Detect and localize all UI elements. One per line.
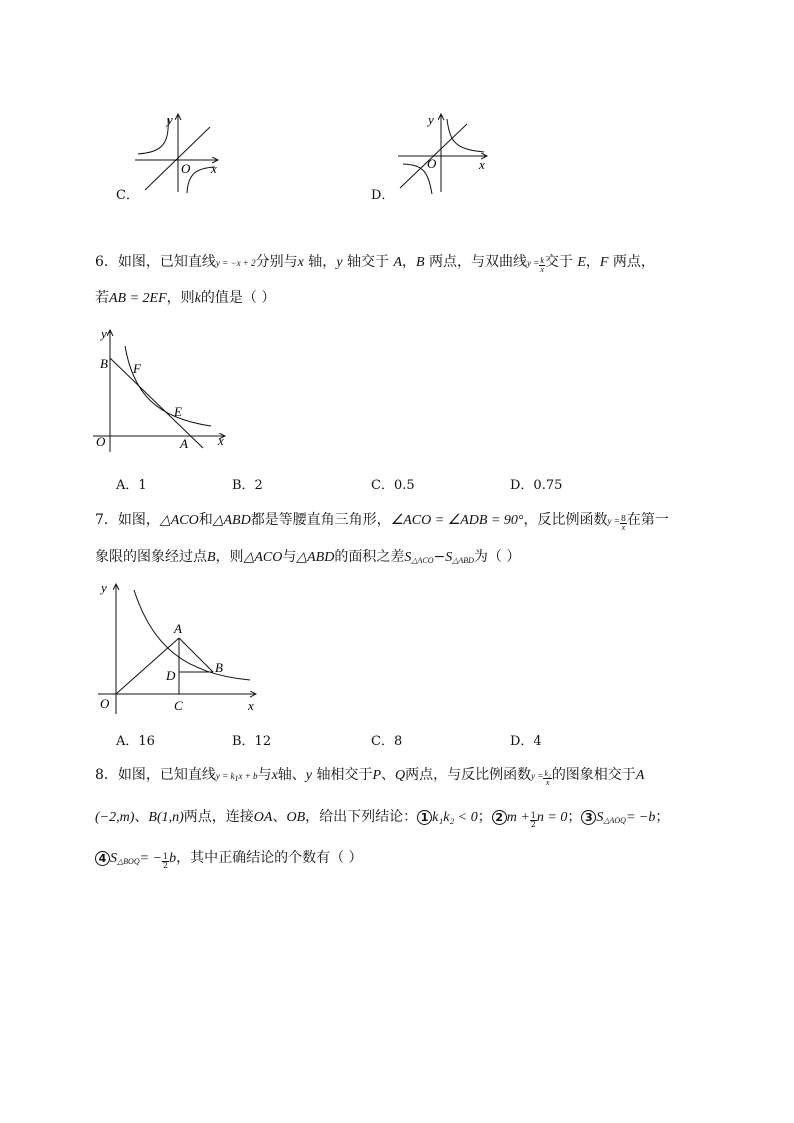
conclusion-2-marker: 2 <box>492 810 507 825</box>
q6-line1: 6．如图，已知直线y = −x + 2分别与x 轴，y 轴交于 A，B 两点，与双曲线y = $\frac{k}{x}$ 交于 E，F 两点， <box>95 254 655 274</box>
graph-c <box>135 112 218 193</box>
q8-fraction: $\frac{\text{k₂}}{x}$ <box>544 769 551 787</box>
q8-c2-fraction: $\frac{1}{2}$ <box>530 811 536 829</box>
q7-option-b: B．12 <box>232 734 272 749</box>
q6-fraction: $\frac{k}{x}$ <box>540 256 544 274</box>
q7-graph-svg <box>90 576 270 716</box>
q7-option-d: D．4 <box>510 734 542 749</box>
top-graphs-svg <box>0 0 794 210</box>
conclusion-4-marker: 4 <box>95 851 110 866</box>
q7-graph-A: A <box>174 621 182 636</box>
q7-graph-D: D <box>166 668 176 683</box>
graph-c-origin: O <box>181 161 191 176</box>
graph-c-x-label: x <box>211 161 217 176</box>
q6-option-d: D．0.75 <box>510 478 563 493</box>
q6-option-b: B．2 <box>232 478 263 493</box>
option-d-label: D． <box>371 188 395 203</box>
graph-d <box>398 112 487 194</box>
graph-d-origin: O <box>427 156 437 171</box>
q6-graph-svg <box>85 322 235 454</box>
q7-graph-x: x <box>248 698 254 713</box>
q6-graph-B: B <box>100 356 108 371</box>
q6-graph-O: O <box>96 434 106 449</box>
top-graphs-section <box>0 0 794 210</box>
q6-graph <box>85 322 235 454</box>
q6-graph-F: F <box>133 361 141 376</box>
q7-option-a: A．16 <box>116 734 155 749</box>
q8-line1: 8．如图，已知直线$y = k_1x + b$与x轴、y 轴相交于P、Q两点，与反比例函数y = $\frac{\text{k₂}}{x}$ 的图象相交于A <box>95 767 645 787</box>
q6-option-a: A．1 <box>116 478 147 493</box>
q7-graph-B: B <box>215 660 223 675</box>
graph-c-y-label: y <box>167 112 173 127</box>
q7-graph <box>90 576 270 716</box>
q7-line1: 7．如图，△ACO和△ABD都是等腰直角三角形，∠ACO = ∠ADB = 90°，反比例函数y = $\frac{8}{x}$ 在第一 <box>95 512 669 532</box>
q7-graph-C: C <box>174 698 183 713</box>
q6-option-c: C．0.5 <box>371 478 415 493</box>
q8-c4-fraction: $\frac{1}{2}$ <box>163 852 169 870</box>
q8-line3: 4 $S_{\triangle BOQ}=$ − $\frac{1}{2}$ b，其中正确结论的个数有（ ） <box>95 848 363 872</box>
q6-graph-y: y <box>101 326 107 341</box>
q7-fraction: $\frac{8}{x}$ <box>620 514 626 532</box>
conclusion-1-marker: 1 <box>417 810 432 825</box>
q7-line2: 象限的图象经过点B，则△ACO与△ABD的面积之差$S_{\triangle ACO}-S_{\triangle ABD}$为（ ） <box>95 549 521 565</box>
q7-graph-O: O <box>100 696 110 711</box>
q6-graph-x: x <box>218 433 224 448</box>
q7-graph-y: y <box>101 580 107 595</box>
option-c-label: C． <box>116 188 139 203</box>
q7-option-c: C．8 <box>371 734 403 749</box>
q6-graph-E: E <box>174 404 182 419</box>
q6-graph-A: A <box>180 436 188 451</box>
conclusion-3-marker: 3 <box>581 810 596 825</box>
graph-d-y-label: y <box>428 112 434 127</box>
graph-d-x-label: x <box>479 157 485 172</box>
q8-line2: (−2,m)、B(1,n)两点，连接OA、OB，给出下列结论： 1 k₁k₂ < 0； 2 m + $\frac{1}{2}$ n = 0； 3 $S_{\triangle AOQ}= -b$； <box>95 809 670 829</box>
q6-line2: 若AB = 2EF，则k的值是（ ） <box>95 290 276 306</box>
